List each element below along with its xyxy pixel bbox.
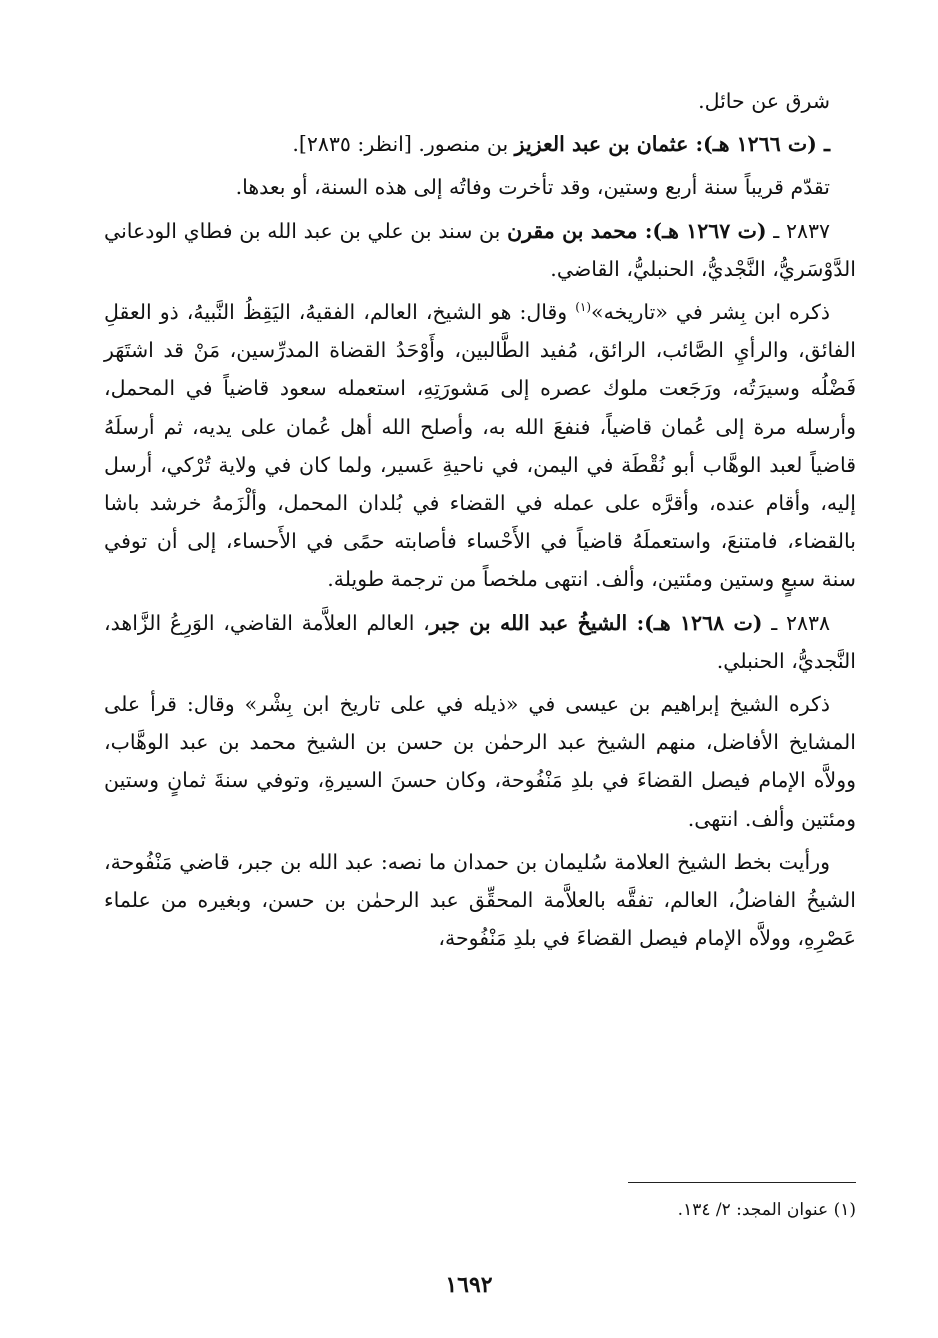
paragraph-text-after: وقال: هو الشيخ، العالم، الفقيهُ، اليَقِظُ النَّبيهُ، ذو العقلِ الفائق، والرأيِ الصَّائب، الرائق، مُفيد الطَّالبين، وأَوْحَدُ القضاة المدرِّسين، مَنْ قد اشتَهَر فَضْلُه وسيرَتُه، ورَجَعت ملوك عصره إلى مَشورَتِهِ، استعمله سعود قاضياً في المحمل، وأرسله مرة إلى عُمان قاضياً، فنفعَ الله به، وأصلح الله أهل عُمان على يديه، ثم أرسلَهُ قاضياً لعبد الوهَّاب أبو نُقْطَة في اليمن، في ناحيةِ عَسير، ولما كان في ولاية تُرْكي، أرسل إليه، وأقام عنده، وأقرَّه على عمله في القضاء في بُلدان المحمل، وألْزَمهُ خرشد باشا بالقضاء، فامتنعَ، واستعملَهُ قاضياً في الأَحْساء فأصابته حمًى في الأَحساء، إلى أن توفي سنة سبعٍ وستين ومئتين، وألف. انتهى ملخصاً من ترجمة طويلة.	[104, 300, 856, 592]
paragraph-5	[104, 293, 856, 599]
entry-lead: (ت ١٢٦٧ هـ): محمد بن مقرن	[507, 218, 767, 243]
entry-rest: بن سند بن علي بن عبد الله بن فطاي الودعاني الدَّوْسَريُّ، النَّجْديُّ، الحنبليُّ، القاضي.	[104, 218, 856, 281]
entry-rest: بن منصور. [انظر: ٢٨٣٥].	[292, 132, 515, 157]
entry-number: ٢٨٣٨ ـ	[762, 610, 830, 635]
paragraph-text-before: ذكره ابن بِشر في «تاريخه»	[591, 300, 830, 325]
footnote-divider	[628, 1182, 856, 1183]
entry-2838	[104, 604, 856, 680]
paragraph-7	[104, 685, 856, 838]
paragraph-text: ذكره الشيخ إبراهيم بن عيسى في «ذيله في على تاريخ ابن بِشْر» وقال: قرأ على المشايخ الأفاضل، منهم الشيخ عبد الرحمٰن بن حسن بن الشيخ محمد بن عبد الوهَّاب، وولاَّه الإمام فيصل القضاءَ في بلدِ مَنْفُوحة، وكان حسنَ السيرةِ، وتوفي سنةَ ثمانٍ وستين ومئتين وألف. انتهى.	[104, 692, 856, 831]
footnote: (١) عنوان المجد: ٢/ ١٣٤.	[677, 1200, 856, 1220]
entry-heading-uthman	[104, 125, 856, 163]
paragraph-8	[104, 843, 856, 958]
paragraph-text: شرق عن حائل.	[698, 89, 830, 113]
entry-rest: ، العالم العلاَّمة القاضي، الوَرِعُ الزَّاهد، النَّجديُّ، الحنبلي.	[104, 610, 856, 673]
entry-number: ٢٨٣٧ ـ	[766, 218, 831, 243]
entry-lead: (ت ١٢٦٨ هـ): الشيخُ عبد الله بن جبر	[429, 610, 763, 635]
footnote-reference: (١)	[575, 300, 592, 315]
paragraph-1	[104, 82, 856, 120]
entry-lead: ـ (ت ١٢٦٦ هـ): عثمان بن عبد العزيز	[514, 132, 830, 157]
page-number: ١٦٩٢	[445, 1272, 493, 1298]
paragraph-text: تقدّم قريباً سنة أربع وستين، وقد تأخرت وفاتُه إلى هذه السنة، أو بعدها.	[235, 175, 830, 200]
paragraph-3	[104, 168, 856, 206]
entry-2837	[104, 212, 856, 288]
paragraph-text: ورأيت بخط الشيخ العلامة سُليمان بن حمدان ما نصه: عبد الله بن جبر، قاضي مَنْفُوحة، الشيخُ الفاضلُ، العالم، تفقَّه بالعلاَّمة المحقِّق عبد الرحمٰن بن حسن، وبغيره من علماء عَصْرِهِ، وولاَّه الإمام فيصل القضاءَ في بلدِ مَنْفُوحة،	[104, 849, 856, 951]
